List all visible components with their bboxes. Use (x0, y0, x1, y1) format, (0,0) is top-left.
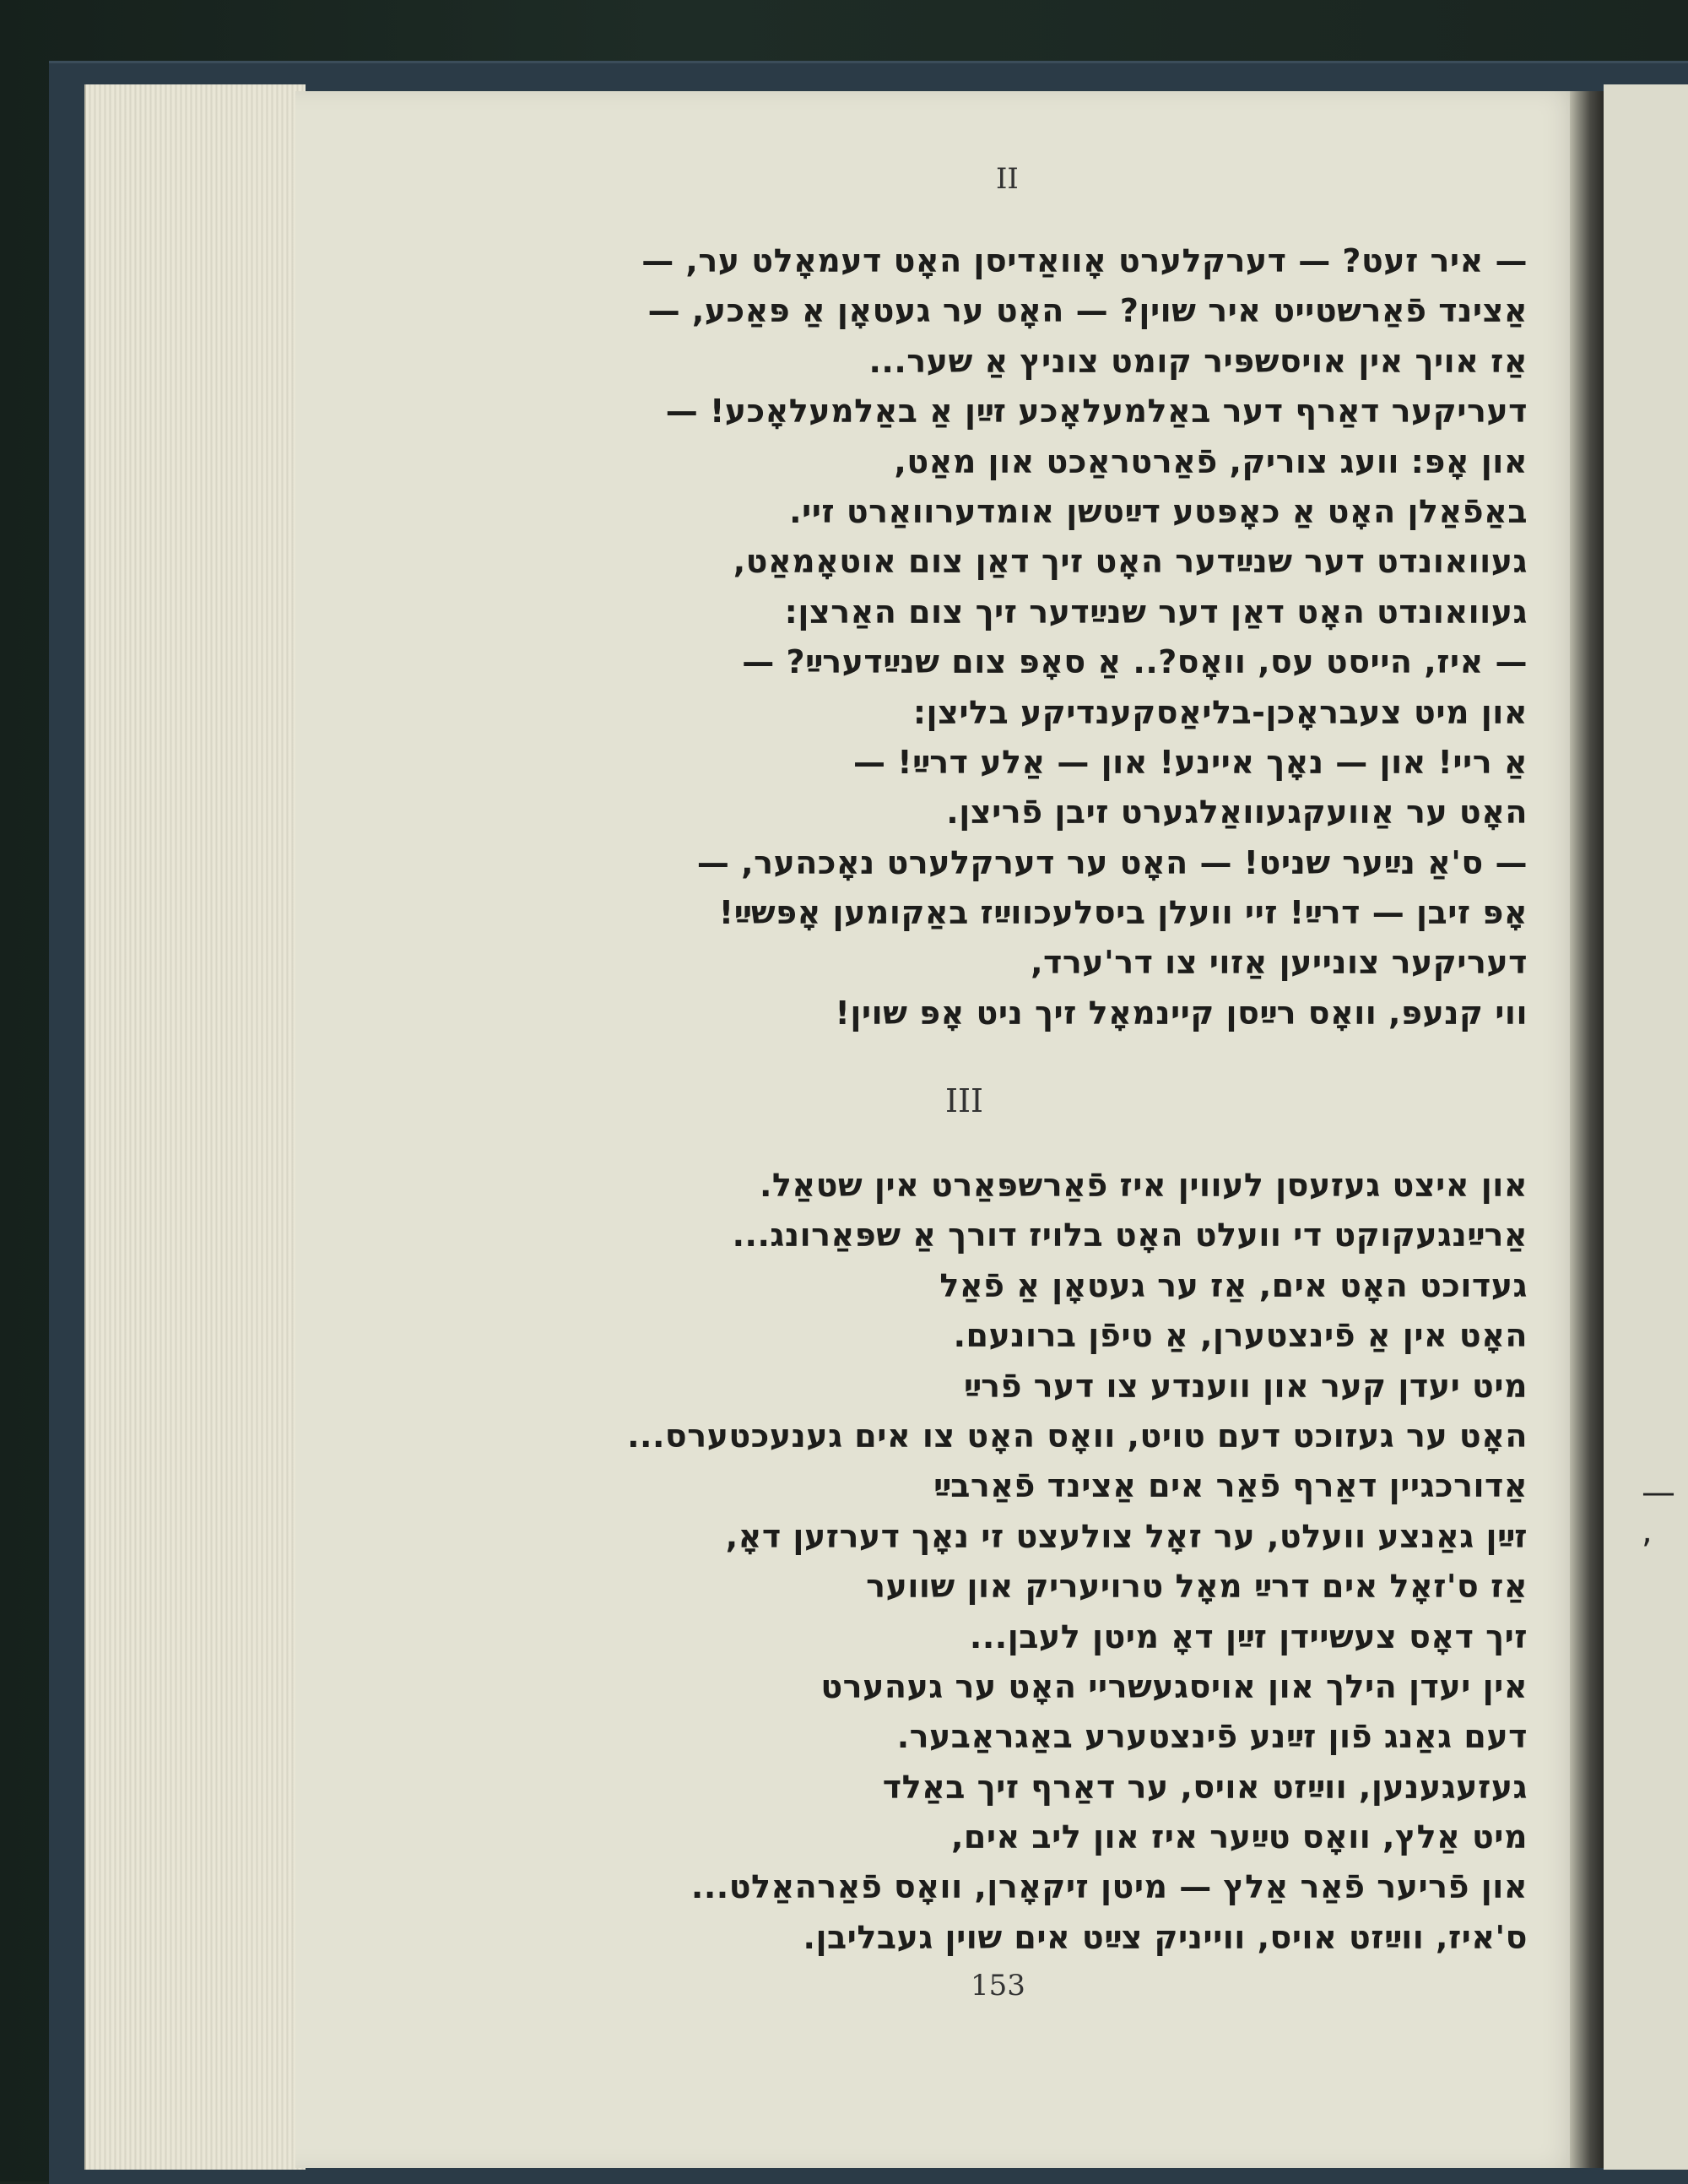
section-header-iii: III (945, 1082, 984, 1119)
facing-page (1604, 84, 1688, 2170)
poem-line: און איצט געזעסן לעווין איז פֿאַרשפּאַרט אין שטאַל. (759, 1167, 1528, 1204)
poem-line: און מיט צעבראָכן-בליאַסקענדיקע בליצן: (912, 693, 1528, 731)
poem-line: געזעגענען, ווײַזט אויס, ער דאַרף זיך באַלד (882, 1768, 1528, 1806)
poem-line: אין יעדן הילך און אויסגעשריי האָט ער געהערט (820, 1667, 1528, 1705)
poem-line: — איר זעט? — דערקלערט אָוואַדיסן האָט דעמאָלט ער, — (641, 242, 1528, 279)
poem-line: געוואונדט האָט דאַן דער שנײַדער זיך צום האַרצן: (784, 593, 1528, 631)
poem-line: האָט ער געזוכט דעם טויט, וואָס האָט צו אים גענעכטערס... (627, 1417, 1528, 1455)
poem-line: אַצינד פֿאַרשטייט איר שוין? — האָט ער געטאָן אַ פּאַכע, — (647, 292, 1528, 330)
stanza-one (540, 236, 1528, 1038)
poem-line: געדוכט האָט אים, אַז ער געטאָן אַ פֿאַל (939, 1266, 1528, 1304)
poem-line: געוואונדט דער שנײַדער האָט זיך דאַן צום אוטאָמאַט, (733, 543, 1528, 581)
page-edges (84, 84, 306, 2170)
poem-line: דעריקער דאַרף דער באַלמעלאָכע זײַן אַ באַלמעלאָכע! — (665, 393, 1528, 431)
book-gutter (1570, 91, 1604, 2168)
poem-line: זיך דאָס צעשיידן זײַן דאָ מיטן לעבן... (969, 1618, 1528, 1656)
poem-line: אַ ריי! און — נאָך איינע! און — אַלע דרײַ! — (852, 743, 1528, 781)
stanza-two (540, 1161, 1528, 1963)
facing-page-mark: — , (1642, 1473, 1675, 1551)
poem-line: אַז ס'זאָל אים דרײַ מאָל טרויעריק און שווער (866, 1568, 1528, 1606)
poem-line: דעריקער צונייען אַזוי צו דר'ערד, (1031, 944, 1528, 982)
poem-line: אַרײַנגעקוקט די וועלט האָט בלויז דורך אַ שפּאַרונג... (732, 1217, 1528, 1255)
page-number: 153 (971, 1969, 1025, 2002)
poem-line: מיט יעדן קער און ווענדע צו דער פֿרײַ (963, 1367, 1528, 1405)
poem-line: מיט אַלץ, וואָס טײַער איז און ליב אים, (950, 1818, 1528, 1856)
poem-line: דעם גאַנג פֿון זײַנע פֿינצטערע באַגראַבער. (896, 1718, 1528, 1756)
poem-line: אַז אויך אין אויסשפּיר קומט צוניץ אַ שער... (868, 342, 1528, 380)
poem-line: — איז, הייסט עס, וואָס?.. אַ סאָפּ צום שנײַדערײַ? — (742, 643, 1528, 681)
poem-line: באַפֿאַלן האָט אַ כאָפּטע דײַטשן אומדערוואַרט זיי. (789, 492, 1528, 530)
poem-line: האָט ער אַוועקגעוואַלגערט זיבן פֿריצן. (946, 794, 1528, 832)
poem-line: אַדורכגיין דאַרף פֿאַר אים אַצינד פֿאַרבײַ (933, 1467, 1528, 1505)
poem-line: ס'איז, ווײַזט אויס, ווייניק צײַט אים שוין געבליבן. (803, 1918, 1528, 1956)
poem-line: ווי קנעפּ, וואָס רײַסן קיינמאָל זיך ניט אָפּ שוין! (835, 994, 1528, 1032)
section-header-ii: II (996, 162, 1019, 196)
poem-line: און אָפּ: וועג צוריק, פֿאַרטראַכט און מאַט, (894, 442, 1528, 480)
poem-line: און פֿריער פֿאַר אַלץ — מיטן זיקאָרן, וואָס פֿאַרהאַלט... (690, 1868, 1528, 1906)
poem-line: זײַן גאַנצע וועלט, ער זאָל צולעצט זי נאָך דערזען דאָ, (725, 1517, 1528, 1555)
poem-line: האָט אין אַ פֿינצטערן, אַ טיפֿן ברונעם. (953, 1317, 1528, 1355)
poem-line: אָפּ זיבן — דרײַ! זיי וועלן ביסלעכווײַז באַקומען אָפּשײַ! (718, 894, 1528, 932)
poem-line: — ס'אַ נײַער שניט! — האָט ער דערקלערט נאָכהער, — (696, 843, 1528, 881)
